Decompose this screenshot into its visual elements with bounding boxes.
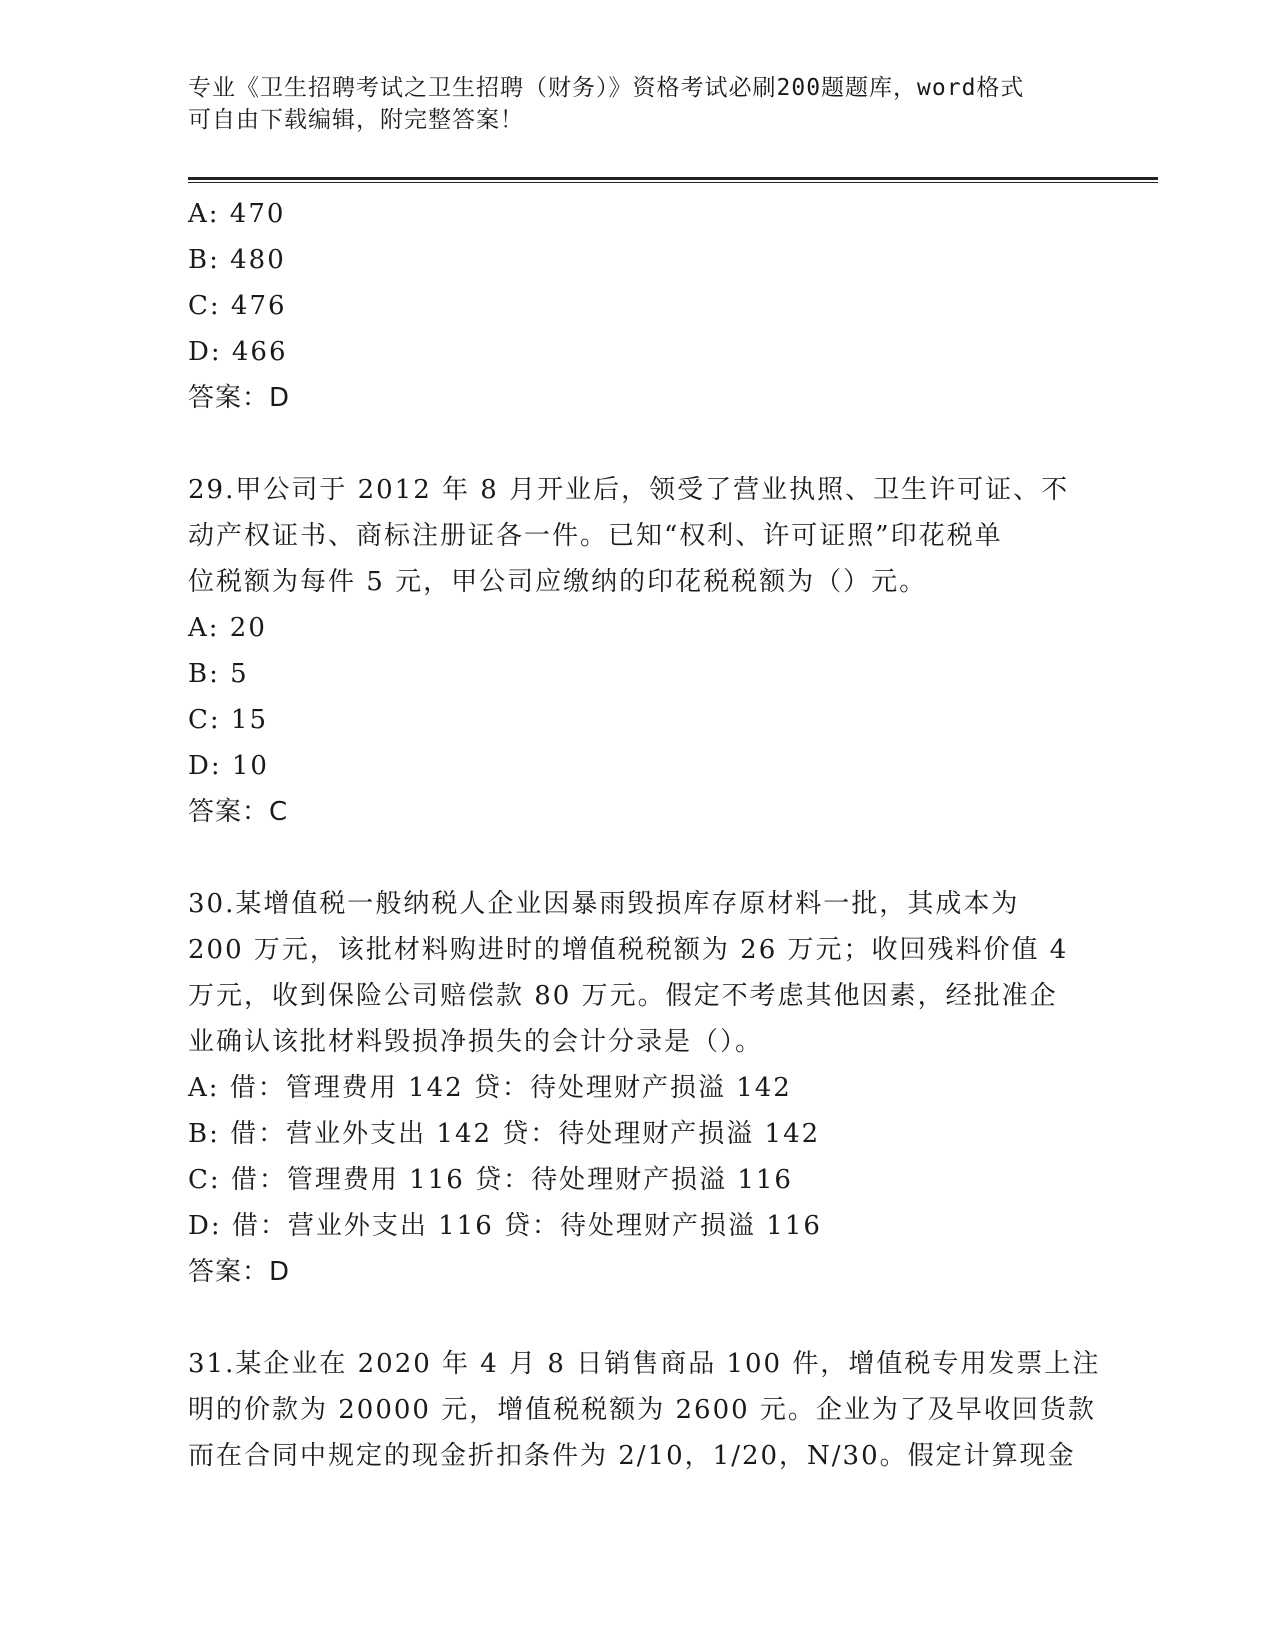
answer-line: 答案：C [188, 797, 289, 827]
question-stem-line: 31.某企业在 2020 年 4 月 8 日销售商品 100 件，增值税专用发票上注 [188, 1349, 1101, 1379]
option-b: B: 5 [188, 659, 249, 689]
question-stem-line: 29.甲公司于 2012 年 8 月开业后，领受了营业执照、卫生许可证、不 [188, 475, 1070, 505]
option-a: A: 470 [188, 199, 286, 229]
question-30-block [188, 881, 1088, 1295]
header-line-2: 可自由下载编辑，附完整答案！ [188, 107, 524, 133]
answer-line: 答案：D [188, 1257, 291, 1287]
question-stem-line: 位税额为每件 5 元，甲公司应缴纳的印花税税额为（）元。 [188, 567, 928, 597]
question-28-block [188, 191, 1088, 421]
option-a: A: 借：管理费用 142 贷：待处理财产损溢 142 [188, 1073, 792, 1103]
header-line-1: 专业《卫生招聘考试之卫生招聘（财务）》资格考试必刷200题题库，word格式 [188, 75, 1025, 101]
option-d: D: 借：营业外支出 116 贷：待处理财产损溢 116 [188, 1211, 822, 1241]
question-stem-line: 业确认该批材料毁损净损失的会计分录是（）。 [188, 1027, 764, 1057]
question-31-block [188, 1341, 1101, 1479]
option-b: B: 480 [188, 245, 286, 275]
document-header [188, 72, 1068, 136]
option-d: D: 10 [188, 751, 269, 781]
option-c: C: 借：管理费用 116 贷：待处理财产损溢 116 [188, 1165, 793, 1195]
option-a: A: 20 [188, 613, 267, 643]
option-c: C: 476 [188, 291, 287, 321]
question-stem-line: 而在合同中规定的现金折扣条件为 2/10，1/20，N/30。假定计算现金 [188, 1441, 1076, 1471]
spacer [188, 421, 1088, 467]
question-stem-line: 动产权证书、商标注册证各一件。已知“权利、许可证照”印花税单 [188, 521, 1003, 551]
spacer [188, 835, 1088, 881]
question-stem-line: 30.某增值税一般纳税人企业因暴雨毁损库存原材料一批，其成本为 [188, 889, 1020, 919]
option-d: D: 466 [188, 337, 288, 367]
question-stem-line: 万元，收到保险公司赔偿款 80 万元。假定不考虑其他因素，经批准企 [188, 981, 1058, 1011]
spacer [188, 1295, 1088, 1341]
header-divider-thick [188, 177, 1158, 180]
answer-line: 答案：D [188, 383, 291, 413]
header-divider-thin [188, 182, 1158, 183]
question-29-block [188, 467, 1088, 835]
option-c: C: 15 [188, 705, 269, 735]
question-content [188, 191, 1101, 1479]
option-b: B: 借：营业外支出 142 贷：待处理财产损溢 142 [188, 1119, 821, 1149]
question-stem-line: 明的价款为 20000 元，增值税税额为 2600 元。企业为了及早收回货款 [188, 1395, 1096, 1425]
question-stem-line: 200 万元，该批材料购进时的增值税税额为 26 万元；收回残料价值 4 [188, 935, 1069, 965]
